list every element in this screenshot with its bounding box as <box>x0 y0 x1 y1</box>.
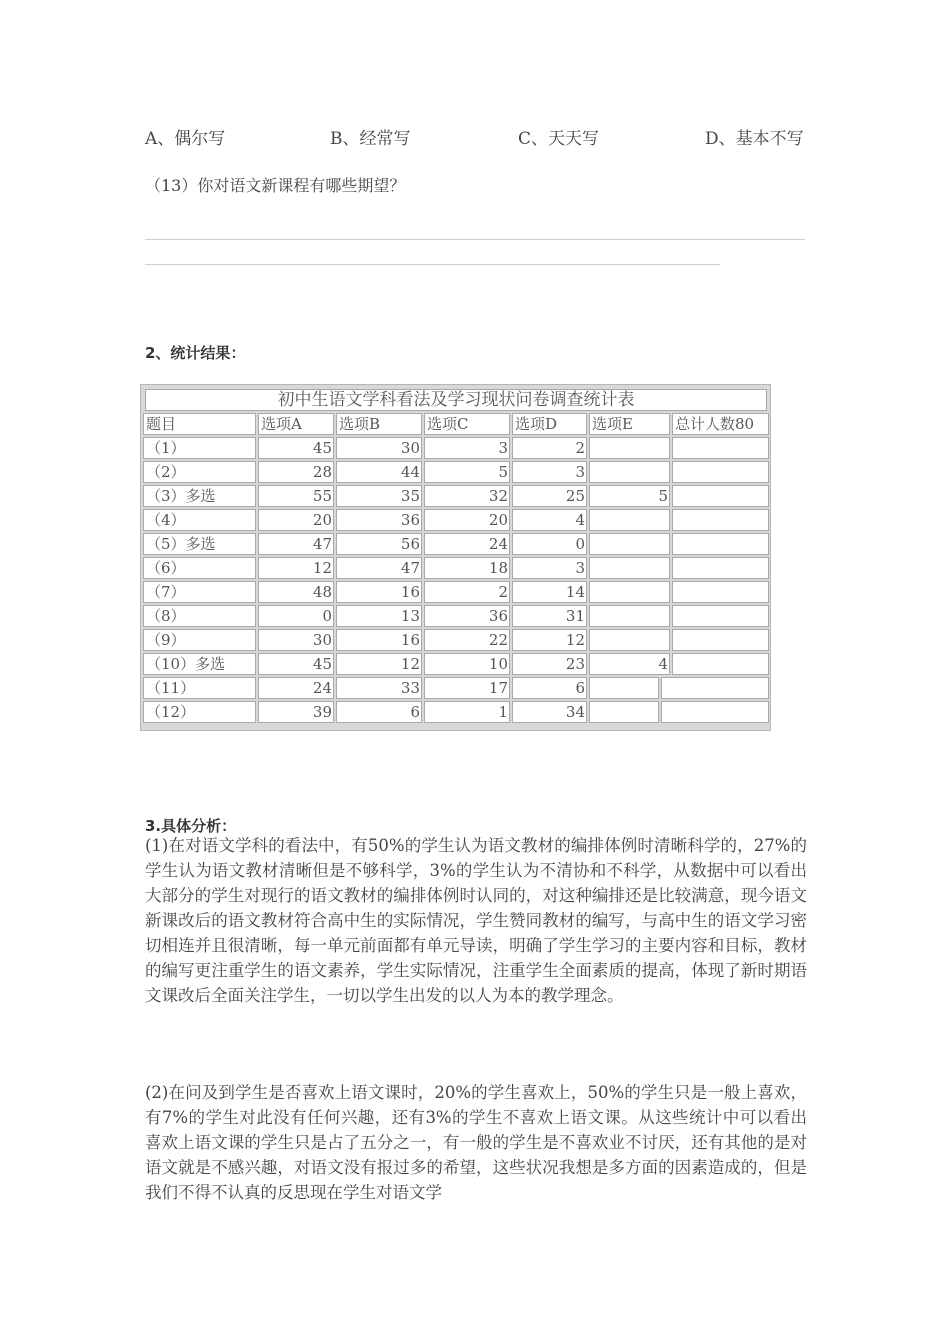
analysis-paragraph-1: (1)在对语文学科的看法中，有50%的学生认为语文教材的编排体例时清晰科学的，27%的学生认为语文教材清晰但是不够科学，3%的学生认为不清协和不科学，从数据中可以看出大部分的学生对现行的语文教材的编排体例时认同的，对这种编排还是比较满意，现今语文新课改后的语文教材符合高中生的实际情况，学生赞同教材的编写，与高中生的语文学习密切相连并且很清晰，每一单元前面都有单元导读，明确了学生学习的主要内容和目标，教材的编写更注重学生的语文素养，学生实际情况，注重学生全面素质的提高，体现了新时期语文课改后全面关注学生，一切以学生出发的以人为本的教学理念。 <box>145 836 807 1005</box>
row-label-cell: （4） <box>143 509 256 531</box>
row-label-cell: （5）多选 <box>143 533 256 555</box>
option-c: C、天天写 <box>518 129 600 149</box>
option-d: D、基本不写 <box>705 129 804 149</box>
table-header-cell: 选项D <box>512 413 587 435</box>
table-cell <box>589 509 670 531</box>
table-header-cell: 选项A <box>258 413 334 435</box>
row-label-cell: （1） <box>143 437 256 459</box>
analysis-paragraph-2: (2)在问及到学生是否喜欢上语文课时，20%的学生喜欢上，50%的学生只是一般上喜欢，有7%的学生对此没有任何兴趣，还有3%的学生不喜欢上语文课。从这些统计中可以看出喜欢上语文课的学生只是占了五分之一，有一般的学生是不喜欢业不讨厌，还有其他的是对语文就是不感兴趣，对语文没有报过多的希望，这些状况我想是多方面的因素造成的，但是我们不得不认真的反思现在学生对语文学 <box>145 1083 807 1202</box>
table-cell <box>589 437 670 459</box>
statistics-table <box>140 384 771 731</box>
table-cell: 36 <box>424 605 510 627</box>
table-cell: 12 <box>336 653 422 675</box>
table-cell <box>672 437 769 459</box>
row-label-cell: （9） <box>143 629 256 651</box>
table-cell: 0 <box>258 605 334 627</box>
table-cell: 6 <box>336 701 422 723</box>
table-cell: 56 <box>336 533 422 555</box>
table-cell: 13 <box>336 605 422 627</box>
row-label-cell: （8） <box>143 605 256 627</box>
table-cell <box>589 557 670 579</box>
table-cell: 5 <box>589 485 670 507</box>
table-cell: 48 <box>258 581 334 603</box>
table-cell: 4 <box>589 653 670 675</box>
table-cell: 12 <box>258 557 334 579</box>
table-cell <box>672 629 769 651</box>
table-cell: 44 <box>336 461 422 483</box>
table-cell: 16 <box>336 629 422 651</box>
section-3-heading: 3.具体分析： <box>145 817 237 835</box>
table-title: 初中生语文学科看法及学习现状问卷调查统计表 <box>145 389 767 411</box>
row-label-cell: （2） <box>143 461 256 483</box>
table-cell: 22 <box>424 629 510 651</box>
table-cell: 14 <box>512 581 587 603</box>
table-cell: 28 <box>258 461 334 483</box>
table-cell <box>589 533 670 555</box>
table-cell: 3 <box>512 557 587 579</box>
table-cell: 16 <box>336 581 422 603</box>
table-cell: 10 <box>424 653 510 675</box>
table-cell: 23 <box>512 653 587 675</box>
option-a: A、偶尔写 <box>145 129 226 149</box>
answer-line <box>145 239 805 240</box>
table-header-cell: 选项B <box>336 413 422 435</box>
table-cell <box>672 461 769 483</box>
table-cell <box>672 581 769 603</box>
table-cell: 3 <box>424 437 510 459</box>
table-cell <box>672 605 769 627</box>
table-cell: 1 <box>424 701 510 723</box>
row-label-cell: （10）多选 <box>143 653 256 675</box>
table-cell: 25 <box>512 485 587 507</box>
table-cell: 20 <box>424 509 510 531</box>
table-cell: 36 <box>336 509 422 531</box>
table-cell <box>589 701 659 723</box>
table-cell: 18 <box>424 557 510 579</box>
table-cell: 45 <box>258 653 334 675</box>
table-header-cell: 选项C <box>424 413 510 435</box>
table-cell: 0 <box>512 533 587 555</box>
table-cell: 33 <box>336 677 422 699</box>
table-cell: 30 <box>258 629 334 651</box>
table-cell <box>589 581 670 603</box>
table-cell: 30 <box>336 437 422 459</box>
table-cell: 32 <box>424 485 510 507</box>
table-cell <box>589 677 659 699</box>
table-cell: 47 <box>336 557 422 579</box>
table-cell <box>672 533 769 555</box>
table-header-cell: 选项E <box>589 413 670 435</box>
table-cell <box>589 629 670 651</box>
table-cell: 4 <box>512 509 587 531</box>
row-label-cell: （6） <box>143 557 256 579</box>
table-header-cell: 总计人数80 <box>672 413 769 435</box>
row-label-cell: （11） <box>143 677 256 699</box>
table-cell <box>661 701 769 723</box>
table-cell: 31 <box>512 605 587 627</box>
row-label-cell: （7） <box>143 581 256 603</box>
row-label-cell: （3）多选 <box>143 485 256 507</box>
table-cell <box>672 485 769 507</box>
table-cell: 35 <box>336 485 422 507</box>
table-cell: 2 <box>424 581 510 603</box>
table-cell <box>672 557 769 579</box>
answer-line <box>145 264 720 265</box>
table-cell <box>672 653 769 675</box>
row-label-cell: （12） <box>143 701 256 723</box>
option-b: B、经常写 <box>330 129 411 149</box>
table-cell: 55 <box>258 485 334 507</box>
table-cell: 5 <box>424 461 510 483</box>
table-cell <box>589 605 670 627</box>
table-cell <box>672 509 769 531</box>
table-cell <box>661 677 769 699</box>
table-header-cell: 题目 <box>143 413 256 435</box>
table-cell: 6 <box>512 677 587 699</box>
table-cell: 20 <box>258 509 334 531</box>
section-2-heading: 2、统计结果： <box>145 344 246 362</box>
table-cell: 39 <box>258 701 334 723</box>
table-cell: 34 <box>512 701 587 723</box>
table-cell: 24 <box>258 677 334 699</box>
table-cell <box>589 461 670 483</box>
table-cell: 2 <box>512 437 587 459</box>
table-cell: 47 <box>258 533 334 555</box>
table-cell: 12 <box>512 629 587 651</box>
table-cell: 17 <box>424 677 510 699</box>
table-cell: 3 <box>512 461 587 483</box>
table-cell: 45 <box>258 437 334 459</box>
question-13: （13）你对语文新课程有哪些期望？ <box>145 176 406 195</box>
table-cell: 24 <box>424 533 510 555</box>
